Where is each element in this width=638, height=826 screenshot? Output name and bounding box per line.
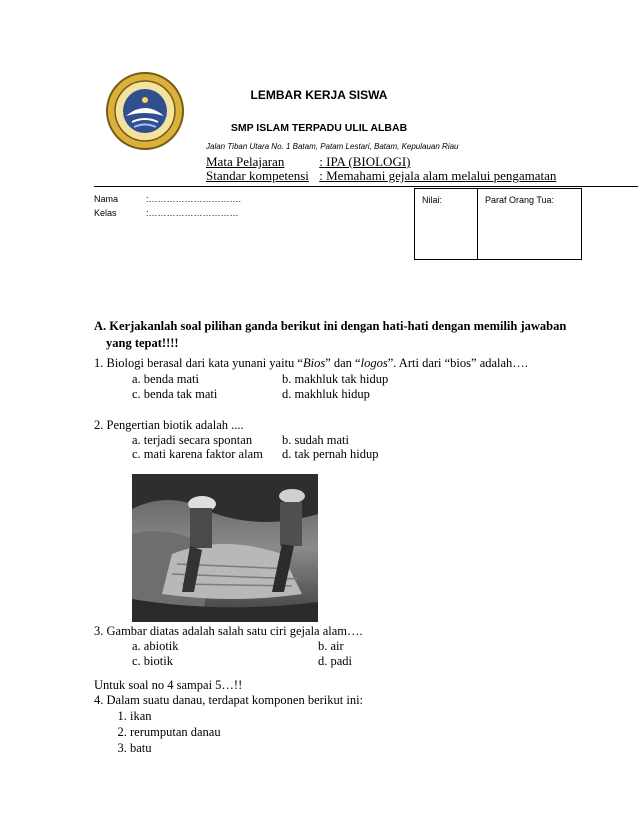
q4-component-list [94,708,221,756]
grade-cell[interactable] [415,189,478,259]
q3-option-a[interactable]: a. abiotik [132,639,179,653]
rice-harvest-photo [132,474,318,622]
question-2: 2. Pengertian biotik adalah .... [94,418,244,432]
q1-option-c[interactable]: c. benda tak mati [132,387,218,401]
question-3: 3. Gambar diatas adalah salah satu ciri gejala alam…. [94,624,363,638]
subject-value: : IPA (BIOLOGI) [319,154,411,169]
q2-option-c[interactable]: c. mati karena faktor alam [132,447,263,461]
question-1 [94,356,528,371]
q1-option-a[interactable]: a. benda mati [132,372,199,386]
instruction-line-2: yang tepat!!!! [106,336,179,350]
class-label: Kelas [94,208,117,218]
class-field[interactable]: :………………………… [146,208,239,218]
q1-option-d[interactable]: d. makhluk hidup [282,387,370,401]
name-label: Nama [94,194,119,204]
parent-signature-cell[interactable] [478,189,581,259]
grade-label: Nilai: [422,195,443,205]
q1-term-bios: Bios [302,356,326,370]
q2-option-a[interactable]: a. terjadi secara spontan [132,433,253,447]
instruction-line-1: A. Kerjakanlah soal pilihan ganda berikut ini dengan hati-hati dengan memilih jawaban [94,319,567,333]
list-item: 1. ikan [130,708,221,724]
list-item: 3. batu [130,740,221,756]
q1-term-logos: logos [360,356,388,370]
q1-text-suffix: ”. Arti dari “bios” adalah…. [387,356,528,370]
q2-option-d[interactable]: d. tak pernah hidup [282,447,379,461]
list-item: 2. rerumputan danau [130,724,221,740]
question-4: 4. Dalam suatu danau, terdapat komponen berikut ini: [94,693,364,707]
competency-line [206,168,556,184]
worksheet-title: LEMBAR KERJA SISWA [250,88,388,102]
name-row [94,194,241,204]
school-address: Jalan Tiban Utara No. 1 Batam, Patam Lestari, Batam, Kepulauan Riau [206,142,459,151]
school-logo-icon [104,70,186,152]
competency-value: : Memahami gejala alam melalui pengamatan [319,168,557,183]
parent-signature-label: Paraf Orang Tua: [485,195,555,205]
q3-option-d[interactable]: d. padi [318,654,353,668]
school-name: SMP ISLAM TERPADU ULIL ALBAB [230,122,408,134]
q2-option-b[interactable]: b. sudah mati [282,433,350,447]
q3-option-b[interactable]: b. air [318,639,344,653]
q1-option-b[interactable]: b. makhluk tak hidup [282,372,389,386]
q3-option-c[interactable]: c. biotik [132,654,173,668]
name-field[interactable]: :…………………………. [146,194,242,204]
q1-text-mid: ” dan “ [325,356,361,370]
subject-label: Mata Pelajaran [206,154,285,169]
instruction-note: Untuk soal no 4 sampai 5…!! [94,678,243,692]
class-row [94,208,239,218]
section-a-instruction [94,318,578,352]
score-box [414,188,582,260]
q1-text-prefix: 1. Biologi berasal dari kata yunani yaitu “ [94,356,303,370]
header-divider [94,186,638,187]
competency-label: Standar kompetensi [206,168,309,183]
